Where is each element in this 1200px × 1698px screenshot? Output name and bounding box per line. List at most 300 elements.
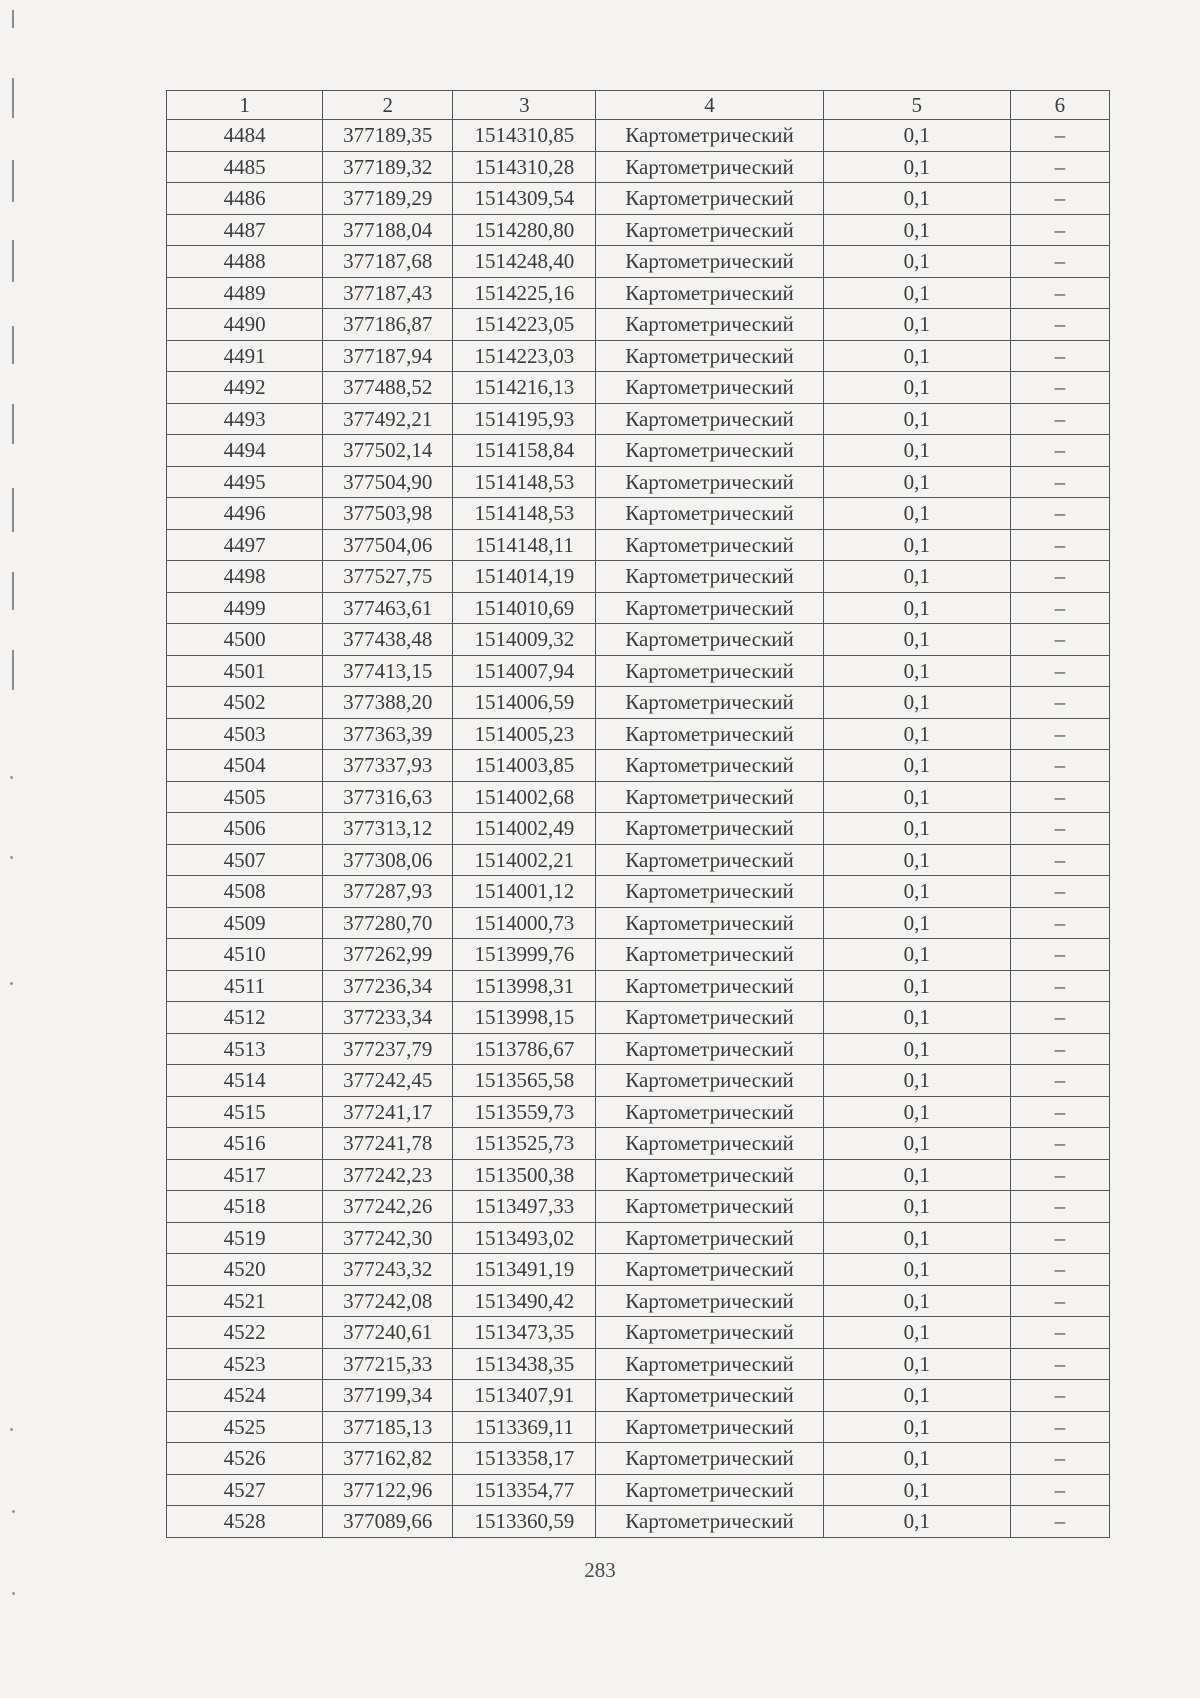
table-row — [167, 277, 1110, 309]
point-number-cell: 4487 — [167, 214, 323, 246]
point-number-cell: 4506 — [167, 813, 323, 845]
y-coordinate-cell: 1513559,73 — [453, 1096, 596, 1128]
method-cell: Картометрический — [596, 750, 823, 782]
point-number-cell: 4511 — [167, 970, 323, 1002]
x-coordinate-cell: 377316,63 — [323, 781, 453, 813]
x-coordinate-cell: 377242,26 — [323, 1191, 453, 1223]
point-number-cell: 4512 — [167, 1002, 323, 1034]
table-row — [167, 214, 1110, 246]
table-row — [167, 561, 1110, 593]
x-coordinate-cell: 377488,52 — [323, 372, 453, 404]
point-number-cell: 4518 — [167, 1191, 323, 1223]
table-row — [167, 939, 1110, 971]
table-row — [167, 1065, 1110, 1097]
y-coordinate-cell: 1514223,03 — [453, 340, 596, 372]
point-number-cell: 4525 — [167, 1411, 323, 1443]
note-cell: – — [1010, 750, 1109, 782]
point-number-cell: 4508 — [167, 876, 323, 908]
y-coordinate-cell: 1514248,40 — [453, 246, 596, 278]
table-row — [167, 1380, 1110, 1412]
x-coordinate-cell: 377187,94 — [323, 340, 453, 372]
x-coordinate-cell: 377242,30 — [323, 1222, 453, 1254]
x-coordinate-cell: 377503,98 — [323, 498, 453, 530]
method-cell: Картометрический — [596, 907, 823, 939]
y-coordinate-cell: 1514003,85 — [453, 750, 596, 782]
accuracy-cell: 0,1 — [823, 1002, 1010, 1034]
table-row — [167, 403, 1110, 435]
note-cell: – — [1010, 435, 1109, 467]
accuracy-cell: 0,1 — [823, 844, 1010, 876]
table-row — [167, 466, 1110, 498]
table-row — [167, 1002, 1110, 1034]
note-cell: – — [1010, 813, 1109, 845]
note-cell: – — [1010, 1317, 1109, 1349]
point-number-cell: 4491 — [167, 340, 323, 372]
method-cell: Картометрический — [596, 655, 823, 687]
scan-dot — [12, 1510, 15, 1513]
x-coordinate-cell: 377492,21 — [323, 403, 453, 435]
accuracy-cell: 0,1 — [823, 1348, 1010, 1380]
note-cell: – — [1010, 120, 1109, 152]
x-coordinate-cell: 377189,32 — [323, 151, 453, 183]
accuracy-cell: 0,1 — [823, 876, 1010, 908]
point-number-cell: 4522 — [167, 1317, 323, 1349]
table-row — [167, 813, 1110, 845]
note-cell: – — [1010, 151, 1109, 183]
method-cell: Картометрический — [596, 214, 823, 246]
note-cell: – — [1010, 1096, 1109, 1128]
note-cell: – — [1010, 687, 1109, 719]
table-header-row — [167, 91, 1110, 120]
note-cell: – — [1010, 372, 1109, 404]
table-row — [167, 1033, 1110, 1065]
point-number-cell: 4520 — [167, 1254, 323, 1286]
note-cell: – — [1010, 844, 1109, 876]
method-cell: Картометрический — [596, 498, 823, 530]
y-coordinate-cell: 1514007,94 — [453, 655, 596, 687]
x-coordinate-cell: 377363,39 — [323, 718, 453, 750]
method-cell: Картометрический — [596, 687, 823, 719]
accuracy-cell: 0,1 — [823, 214, 1010, 246]
page-number: 283 — [584, 1558, 616, 1582]
note-cell: – — [1010, 1222, 1109, 1254]
x-coordinate-cell: 377463,61 — [323, 592, 453, 624]
point-number-cell: 4503 — [167, 718, 323, 750]
note-cell: – — [1010, 340, 1109, 372]
accuracy-cell: 0,1 — [823, 624, 1010, 656]
note-cell: – — [1010, 907, 1109, 939]
y-coordinate-cell: 1513500,38 — [453, 1159, 596, 1191]
y-coordinate-cell: 1514014,19 — [453, 561, 596, 593]
accuracy-cell: 0,1 — [823, 1443, 1010, 1475]
note-cell: – — [1010, 939, 1109, 971]
y-coordinate-cell: 1514002,21 — [453, 844, 596, 876]
x-coordinate-cell: 377215,33 — [323, 1348, 453, 1380]
scan-dot — [10, 776, 13, 779]
point-number-cell: 4498 — [167, 561, 323, 593]
note-cell: – — [1010, 529, 1109, 561]
method-cell: Картометрический — [596, 624, 823, 656]
point-number-cell: 4513 — [167, 1033, 323, 1065]
table-row — [167, 1317, 1110, 1349]
accuracy-cell: 0,1 — [823, 592, 1010, 624]
table-row — [167, 624, 1110, 656]
y-coordinate-cell: 1514195,93 — [453, 403, 596, 435]
accuracy-cell: 0,1 — [823, 1128, 1010, 1160]
y-coordinate-cell: 1514010,69 — [453, 592, 596, 624]
method-cell: Картометрический — [596, 1002, 823, 1034]
y-coordinate-cell: 1514223,05 — [453, 309, 596, 341]
point-number-cell: 4514 — [167, 1065, 323, 1097]
table-row — [167, 1411, 1110, 1443]
x-coordinate-cell: 377233,34 — [323, 1002, 453, 1034]
method-cell: Картометрический — [596, 183, 823, 215]
method-cell: Картометрический — [596, 970, 823, 1002]
point-number-cell: 4500 — [167, 624, 323, 656]
point-number-cell: 4492 — [167, 372, 323, 404]
column-header-6: 6 — [1010, 91, 1109, 120]
accuracy-cell: 0,1 — [823, 340, 1010, 372]
y-coordinate-cell: 1513360,59 — [453, 1506, 596, 1538]
point-number-cell: 4504 — [167, 750, 323, 782]
y-coordinate-cell: 1513354,77 — [453, 1474, 596, 1506]
accuracy-cell: 0,1 — [823, 1285, 1010, 1317]
x-coordinate-cell: 377242,45 — [323, 1065, 453, 1097]
table-row — [167, 876, 1110, 908]
y-coordinate-cell: 1513438,35 — [453, 1348, 596, 1380]
point-number-cell: 4523 — [167, 1348, 323, 1380]
method-cell: Картометрический — [596, 939, 823, 971]
method-cell: Картометрический — [596, 876, 823, 908]
method-cell: Картометрический — [596, 1506, 823, 1538]
accuracy-cell: 0,1 — [823, 750, 1010, 782]
accuracy-cell: 0,1 — [823, 1033, 1010, 1065]
note-cell: – — [1010, 1065, 1109, 1097]
x-coordinate-cell: 377504,90 — [323, 466, 453, 498]
scan-edge-mark — [12, 650, 14, 690]
table-row — [167, 340, 1110, 372]
point-number-cell: 4527 — [167, 1474, 323, 1506]
table-row — [167, 1222, 1110, 1254]
x-coordinate-cell: 377188,04 — [323, 214, 453, 246]
x-coordinate-cell: 377089,66 — [323, 1506, 453, 1538]
y-coordinate-cell: 1513497,33 — [453, 1191, 596, 1223]
note-cell: – — [1010, 403, 1109, 435]
note-cell: – — [1010, 277, 1109, 309]
y-coordinate-cell: 1514009,32 — [453, 624, 596, 656]
table-row — [167, 372, 1110, 404]
table-row — [167, 1096, 1110, 1128]
note-cell: – — [1010, 1002, 1109, 1034]
point-number-cell: 4484 — [167, 120, 323, 152]
x-coordinate-cell: 377187,68 — [323, 246, 453, 278]
y-coordinate-cell: 1513491,19 — [453, 1254, 596, 1286]
accuracy-cell: 0,1 — [823, 246, 1010, 278]
point-number-cell: 4488 — [167, 246, 323, 278]
scan-edge-mark — [12, 326, 14, 364]
point-number-cell: 4515 — [167, 1096, 323, 1128]
accuracy-cell: 0,1 — [823, 1191, 1010, 1223]
note-cell: – — [1010, 183, 1109, 215]
note-cell: – — [1010, 214, 1109, 246]
table-row — [167, 907, 1110, 939]
column-header-1: 1 — [167, 91, 323, 120]
y-coordinate-cell: 1514280,80 — [453, 214, 596, 246]
y-coordinate-cell: 1514002,68 — [453, 781, 596, 813]
table-row — [167, 529, 1110, 561]
method-cell: Картометрический — [596, 1474, 823, 1506]
method-cell: Картометрический — [596, 1285, 823, 1317]
x-coordinate-cell: 377242,08 — [323, 1285, 453, 1317]
y-coordinate-cell: 1514310,28 — [453, 151, 596, 183]
note-cell: – — [1010, 781, 1109, 813]
accuracy-cell: 0,1 — [823, 466, 1010, 498]
x-coordinate-cell: 377438,48 — [323, 624, 453, 656]
note-cell: – — [1010, 655, 1109, 687]
note-cell: – — [1010, 1285, 1109, 1317]
note-cell: – — [1010, 1191, 1109, 1223]
note-cell: – — [1010, 876, 1109, 908]
accuracy-cell: 0,1 — [823, 1411, 1010, 1443]
x-coordinate-cell: 377185,13 — [323, 1411, 453, 1443]
table-row — [167, 1348, 1110, 1380]
accuracy-cell: 0,1 — [823, 1317, 1010, 1349]
method-cell: Картометрический — [596, 1317, 823, 1349]
y-coordinate-cell: 1514310,85 — [453, 120, 596, 152]
point-number-cell: 4499 — [167, 592, 323, 624]
accuracy-cell: 0,1 — [823, 1159, 1010, 1191]
table-row — [167, 1159, 1110, 1191]
note-cell: – — [1010, 970, 1109, 1002]
note-cell: – — [1010, 1254, 1109, 1286]
point-number-cell: 4519 — [167, 1222, 323, 1254]
table-row — [167, 655, 1110, 687]
scan-edge-mark — [12, 488, 14, 532]
y-coordinate-cell: 1513407,91 — [453, 1380, 596, 1412]
note-cell: – — [1010, 1411, 1109, 1443]
accuracy-cell: 0,1 — [823, 183, 1010, 215]
method-cell: Картометрический — [596, 1096, 823, 1128]
table-row — [167, 1474, 1110, 1506]
point-number-cell: 4493 — [167, 403, 323, 435]
scan-edge-mark — [12, 78, 14, 118]
method-cell: Картометрический — [596, 309, 823, 341]
note-cell: – — [1010, 624, 1109, 656]
accuracy-cell: 0,1 — [823, 813, 1010, 845]
method-cell: Картометрический — [596, 1348, 823, 1380]
x-coordinate-cell: 377236,34 — [323, 970, 453, 1002]
y-coordinate-cell: 1513999,76 — [453, 939, 596, 971]
point-number-cell: 4516 — [167, 1128, 323, 1160]
table-row — [167, 1443, 1110, 1475]
x-coordinate-cell: 377308,06 — [323, 844, 453, 876]
method-cell: Картометрический — [596, 1222, 823, 1254]
coordinates-table — [166, 90, 1110, 1538]
method-cell: Картометрический — [596, 435, 823, 467]
method-cell: Картометрический — [596, 781, 823, 813]
y-coordinate-cell: 1513473,35 — [453, 1317, 596, 1349]
y-coordinate-cell: 1514216,13 — [453, 372, 596, 404]
table-row — [167, 718, 1110, 750]
x-coordinate-cell: 377527,75 — [323, 561, 453, 593]
table-row — [167, 1506, 1110, 1538]
note-cell: – — [1010, 309, 1109, 341]
table-row — [167, 120, 1110, 152]
table-row — [167, 435, 1110, 467]
point-number-cell: 4497 — [167, 529, 323, 561]
scan-dot — [10, 1428, 13, 1431]
point-number-cell: 4495 — [167, 466, 323, 498]
method-cell: Картометрический — [596, 466, 823, 498]
table-row — [167, 750, 1110, 782]
note-cell: – — [1010, 718, 1109, 750]
method-cell: Картометрический — [596, 718, 823, 750]
note-cell: – — [1010, 1159, 1109, 1191]
y-coordinate-cell: 1514001,12 — [453, 876, 596, 908]
accuracy-cell: 0,1 — [823, 403, 1010, 435]
y-coordinate-cell: 1514158,84 — [453, 435, 596, 467]
method-cell: Картометрический — [596, 592, 823, 624]
method-cell: Картометрический — [596, 1380, 823, 1412]
table-row — [167, 1285, 1110, 1317]
point-number-cell: 4521 — [167, 1285, 323, 1317]
y-coordinate-cell: 1513565,58 — [453, 1065, 596, 1097]
x-coordinate-cell: 377199,34 — [323, 1380, 453, 1412]
method-cell: Картометрический — [596, 1128, 823, 1160]
accuracy-cell: 0,1 — [823, 277, 1010, 309]
table-row — [167, 1191, 1110, 1223]
note-cell: – — [1010, 1128, 1109, 1160]
note-cell: – — [1010, 1506, 1109, 1538]
x-coordinate-cell: 377243,32 — [323, 1254, 453, 1286]
point-number-cell: 4485 — [167, 151, 323, 183]
y-coordinate-cell: 1514148,53 — [453, 466, 596, 498]
x-coordinate-cell: 377122,96 — [323, 1474, 453, 1506]
table-row — [167, 183, 1110, 215]
y-coordinate-cell: 1514000,73 — [453, 907, 596, 939]
x-coordinate-cell: 377241,17 — [323, 1096, 453, 1128]
method-cell: Картометрический — [596, 277, 823, 309]
point-number-cell: 4509 — [167, 907, 323, 939]
method-cell: Картометрический — [596, 1254, 823, 1286]
accuracy-cell: 0,1 — [823, 907, 1010, 939]
column-header-3: 3 — [453, 91, 596, 120]
method-cell: Картометрический — [596, 340, 823, 372]
x-coordinate-cell: 377242,23 — [323, 1159, 453, 1191]
x-coordinate-cell: 377187,43 — [323, 277, 453, 309]
point-number-cell: 4494 — [167, 435, 323, 467]
point-number-cell: 4489 — [167, 277, 323, 309]
y-coordinate-cell: 1514309,54 — [453, 183, 596, 215]
accuracy-cell: 0,1 — [823, 1065, 1010, 1097]
table-row — [167, 1128, 1110, 1160]
note-cell: – — [1010, 561, 1109, 593]
y-coordinate-cell: 1513358,17 — [453, 1443, 596, 1475]
accuracy-cell: 0,1 — [823, 1474, 1010, 1506]
scan-edge-mark — [12, 404, 14, 444]
method-cell: Картометрический — [596, 372, 823, 404]
accuracy-cell: 0,1 — [823, 655, 1010, 687]
accuracy-cell: 0,1 — [823, 939, 1010, 971]
x-coordinate-cell: 377241,78 — [323, 1128, 453, 1160]
scan-dot — [10, 856, 13, 859]
accuracy-cell: 0,1 — [823, 151, 1010, 183]
note-cell: – — [1010, 592, 1109, 624]
method-cell: Картометрический — [596, 1065, 823, 1097]
x-coordinate-cell: 377189,35 — [323, 120, 453, 152]
accuracy-cell: 0,1 — [823, 529, 1010, 561]
point-number-cell: 4496 — [167, 498, 323, 530]
method-cell: Картометрический — [596, 246, 823, 278]
note-cell: – — [1010, 1443, 1109, 1475]
method-cell: Картометрический — [596, 120, 823, 152]
y-coordinate-cell: 1513490,42 — [453, 1285, 596, 1317]
method-cell: Картометрический — [596, 403, 823, 435]
accuracy-cell: 0,1 — [823, 435, 1010, 467]
table-row — [167, 498, 1110, 530]
x-coordinate-cell: 377186,87 — [323, 309, 453, 341]
point-number-cell: 4502 — [167, 687, 323, 719]
scan-edge-mark — [12, 240, 14, 282]
x-coordinate-cell: 377262,99 — [323, 939, 453, 971]
y-coordinate-cell: 1514225,16 — [453, 277, 596, 309]
point-number-cell: 4528 — [167, 1506, 323, 1538]
x-coordinate-cell: 377280,70 — [323, 907, 453, 939]
y-coordinate-cell: 1513493,02 — [453, 1222, 596, 1254]
y-coordinate-cell: 1514148,11 — [453, 529, 596, 561]
column-header-2: 2 — [323, 91, 453, 120]
accuracy-cell: 0,1 — [823, 1222, 1010, 1254]
x-coordinate-cell: 377287,93 — [323, 876, 453, 908]
x-coordinate-cell: 377237,79 — [323, 1033, 453, 1065]
table-row — [167, 687, 1110, 719]
point-number-cell: 4486 — [167, 183, 323, 215]
scan-edge-mark — [12, 160, 14, 202]
point-number-cell: 4524 — [167, 1380, 323, 1412]
note-cell: – — [1010, 466, 1109, 498]
accuracy-cell: 0,1 — [823, 1380, 1010, 1412]
scan-dot — [12, 1592, 15, 1595]
method-cell: Картометрический — [596, 1443, 823, 1475]
point-number-cell: 4510 — [167, 939, 323, 971]
method-cell: Картометрический — [596, 844, 823, 876]
note-cell: – — [1010, 1033, 1109, 1065]
point-number-cell: 4501 — [167, 655, 323, 687]
accuracy-cell: 0,1 — [823, 498, 1010, 530]
table-row — [167, 151, 1110, 183]
x-coordinate-cell: 377189,29 — [323, 183, 453, 215]
y-coordinate-cell: 1513369,11 — [453, 1411, 596, 1443]
y-coordinate-cell: 1513786,67 — [453, 1033, 596, 1065]
accuracy-cell: 0,1 — [823, 781, 1010, 813]
x-coordinate-cell: 377504,06 — [323, 529, 453, 561]
y-coordinate-cell: 1513525,73 — [453, 1128, 596, 1160]
y-coordinate-cell: 1514005,23 — [453, 718, 596, 750]
x-coordinate-cell: 377162,82 — [323, 1443, 453, 1475]
table-row — [167, 844, 1110, 876]
point-number-cell: 4526 — [167, 1443, 323, 1475]
scan-edge-mark — [12, 10, 14, 28]
accuracy-cell: 0,1 — [823, 718, 1010, 750]
accuracy-cell: 0,1 — [823, 970, 1010, 1002]
note-cell: – — [1010, 246, 1109, 278]
method-cell: Картометрический — [596, 1411, 823, 1443]
method-cell: Картометрический — [596, 529, 823, 561]
table-row — [167, 309, 1110, 341]
accuracy-cell: 0,1 — [823, 1096, 1010, 1128]
accuracy-cell: 0,1 — [823, 120, 1010, 152]
y-coordinate-cell: 1514006,59 — [453, 687, 596, 719]
